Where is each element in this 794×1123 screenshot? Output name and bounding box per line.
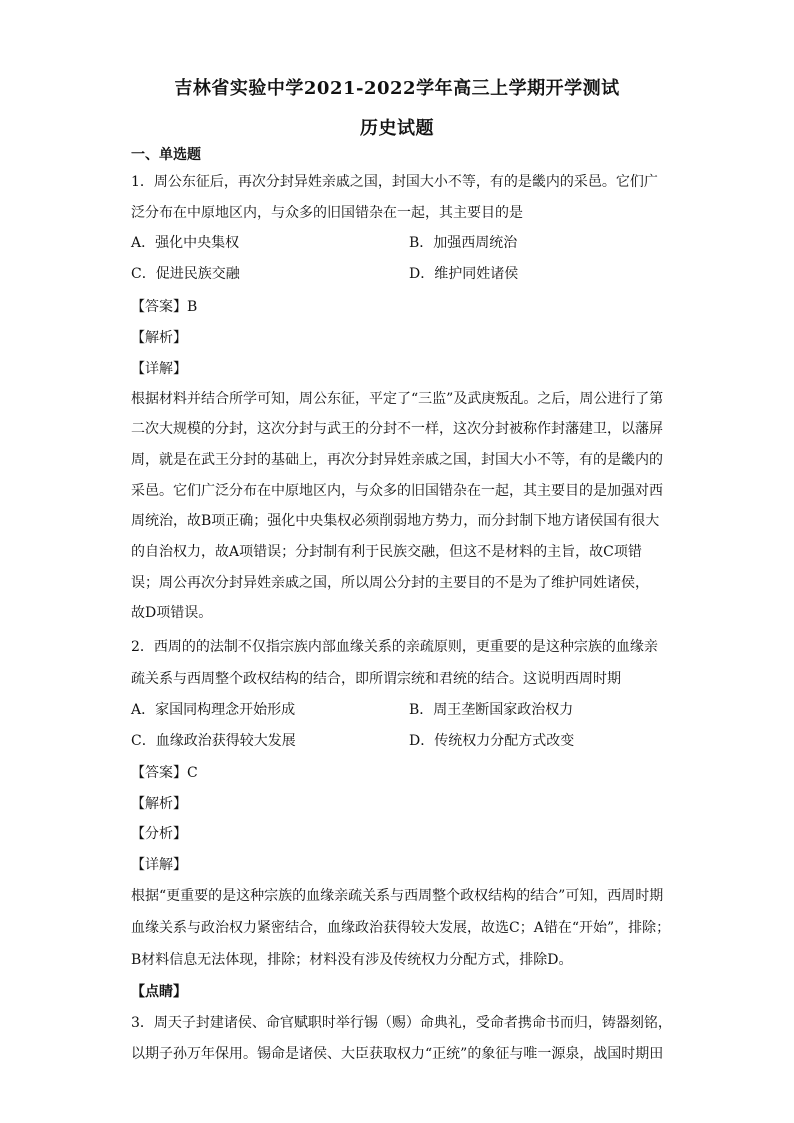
q2-stem-line: 2．西周的的法制不仅指宗族内部血缘关系的亲疏原则，更重要的是这种宗族的血缘亲 bbox=[131, 639, 658, 655]
q1-stem-line: 泛分布在中原地区内，与众多的旧国错杂在一起，其主要目的是 bbox=[131, 205, 523, 221]
q2-explanation-line: B材料信息无法体现，排除；材料没有涉及传统权力分配方式，排除D。 bbox=[131, 952, 573, 968]
q1-option-d: D．维护同姓诸侯 bbox=[409, 266, 519, 282]
q1-explanation-line: 故D项错误。 bbox=[131, 605, 213, 621]
q1-stem-line: 1．周公东征后，再次分封异姓亲戚之国，封国大小不等，有的是畿内的采邑。它们广 bbox=[131, 174, 658, 190]
q2-explanation-line: 血缘关系与政治权力紧密结合，血缘政治获得较大发展，故选C；A错在“开始”，排除； bbox=[131, 920, 671, 936]
exam-subtitle: 历史试题 bbox=[360, 118, 434, 139]
q1-explanation-line: 误；周公再次分封异姓亲戚之国，所以周公分封的主要目的不是为了维护同姓诸侯， bbox=[131, 575, 649, 591]
q2-review-label: 【点睛】 bbox=[131, 984, 187, 1000]
q1-explanation-line: 采邑。它们广泛分布在中原地区内，与众多的旧国错杂在一起，其主要目的是加强对西 bbox=[131, 483, 663, 499]
q2-analysis-label: 【解析】 bbox=[131, 796, 187, 812]
q2-answer: 【答案】C bbox=[131, 765, 198, 781]
q1-answer: 【答案】B bbox=[131, 299, 198, 315]
q2-option-c: C．血缘政治获得较大发展 bbox=[131, 733, 296, 749]
section-heading: 一、单选题 bbox=[131, 147, 201, 163]
q1-explanation-line: 周统治，故B项正确；强化中央集权必须削弱地方势力，而分封制下地方诸侯国有很大 bbox=[131, 513, 660, 529]
q2-option-d: D．传统权力分配方式改变 bbox=[409, 733, 575, 749]
q1-detail-label: 【详解】 bbox=[131, 361, 187, 377]
exam-title: 吉林省实验中学2021-2022学年高三上学期开学测试 bbox=[174, 78, 620, 99]
q2-detail-label: 【详解】 bbox=[131, 857, 187, 873]
q1-explanation-line: 周，就是在武王分封的基础上，再次分封异姓亲戚之国，封国大小不等，有的是畿内的 bbox=[131, 452, 663, 468]
q2-fenxi-label: 【分析】 bbox=[131, 826, 187, 842]
q2-explanation-line: 根据“更重要的是这种宗族的血缘亲疏关系与西周整个政权结构的结合”可知，西周时期 bbox=[131, 888, 664, 904]
q1-option-c: C．促进民族交融 bbox=[131, 266, 240, 282]
q2-option-a: A．家国同构理念开始形成 bbox=[131, 702, 296, 718]
q3-stem-line: 3．周天子封建诸侯、命官赋职时举行锡（赐）命典礼，受命者携命书而归，铸器刻铭， bbox=[131, 1015, 672, 1031]
q1-option-b: B．加强西周统治 bbox=[409, 235, 518, 251]
q2-stem-line: 疏关系与西周整个政权结构的结合，即所谓宗统和君统的结合。这说明西周时期 bbox=[131, 671, 621, 687]
q1-explanation-line: 根据材料并结合所学可知，周公东征，平定了“三监”及武庚叛乱。之后，周公进行了第 bbox=[131, 391, 664, 407]
q2-option-b: B．周王垄断国家政治权力 bbox=[409, 702, 574, 718]
q1-analysis-label: 【解析】 bbox=[131, 330, 187, 346]
q1-explanation-line: 的自治权力，故A项错误；分封制有利于民族交融，但这不是材料的主旨，故C项错 bbox=[131, 544, 642, 560]
q1-option-a: A．强化中央集权 bbox=[131, 235, 240, 251]
q1-explanation-line: 二次大规模的分封，这次分封与武王的分封不一样，这次分封被称作封藩建卫，以藩屏 bbox=[131, 421, 663, 437]
q3-stem-line: 以期子孙万年保用。锡命是诸侯、大臣获取权力“正统”的象征与唯一源泉，战国时期田 bbox=[131, 1046, 664, 1062]
